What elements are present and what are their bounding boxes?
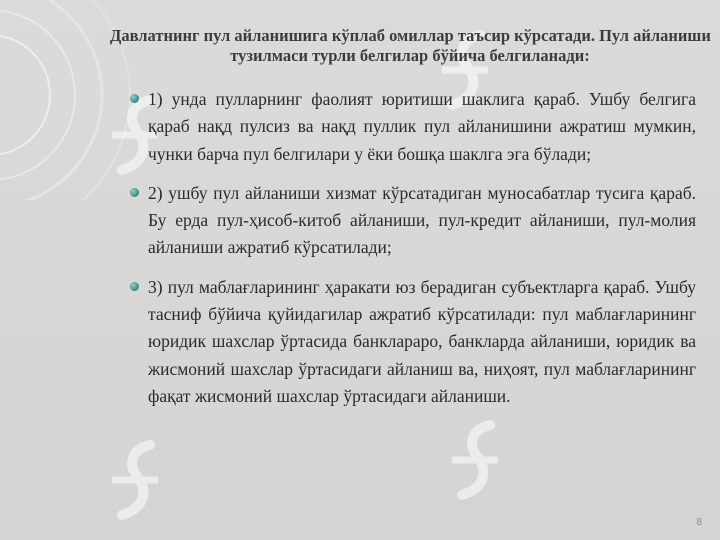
bullet-icon [130,94,139,103]
slide-title [110,26,710,66]
bullet-list [130,86,696,422]
bullet-icon [130,188,139,197]
bullet-icon [130,282,139,291]
list-item [130,86,696,168]
watermark-logo-icon [440,420,510,500]
watermark-logo-icon [100,440,170,520]
title-line-1: Давлатнинг пул айланишига кўплаб омиллар таъсир кўрсатади. Пул айланиши [110,26,711,45]
list-item-text: 1) унда пулларнинг фаолият юритиши шаклига қараб. Ушбу белгига қараб нақд пулсиз ва нақд пуллик пул айланишини ажратиш мумкин, чунки барча пул белгилари у ёки бошқа шаклга эга бўлади; [148,89,696,164]
title-line-2: тузилмаси турли белгилар бўйича белгиланади: [230,46,590,65]
list-item-text: 2) ушбу пул айланиши хизмат кўрсатадиган муносабатлар тусига қараб. Бу ерда пул-ҳисоб-китоб айланиши, пул-кредит айланиши, пул-молия айланиши ажратиб кўрсатилади; [148,182,696,258]
list-item [130,180,696,262]
list-item-text: 3) пул маблағларининг ҳаракати юз берадиган субъектларга қараб. Ушбу тасниф бўйича қуйидагилар ажратиб кўрсатилади: пул маблағларининг юридик шахслар ўртасида банклараро, банкларда айланиши, юридик ва жисмоний шахслар ўртасидаги айланиш ва, ниҳоят, пул маблағларининг фақат жисмоний шахслар ўртасидаги айланиши. [148,276,696,406]
page-number: 8 [696,517,702,528]
list-item [130,274,696,410]
